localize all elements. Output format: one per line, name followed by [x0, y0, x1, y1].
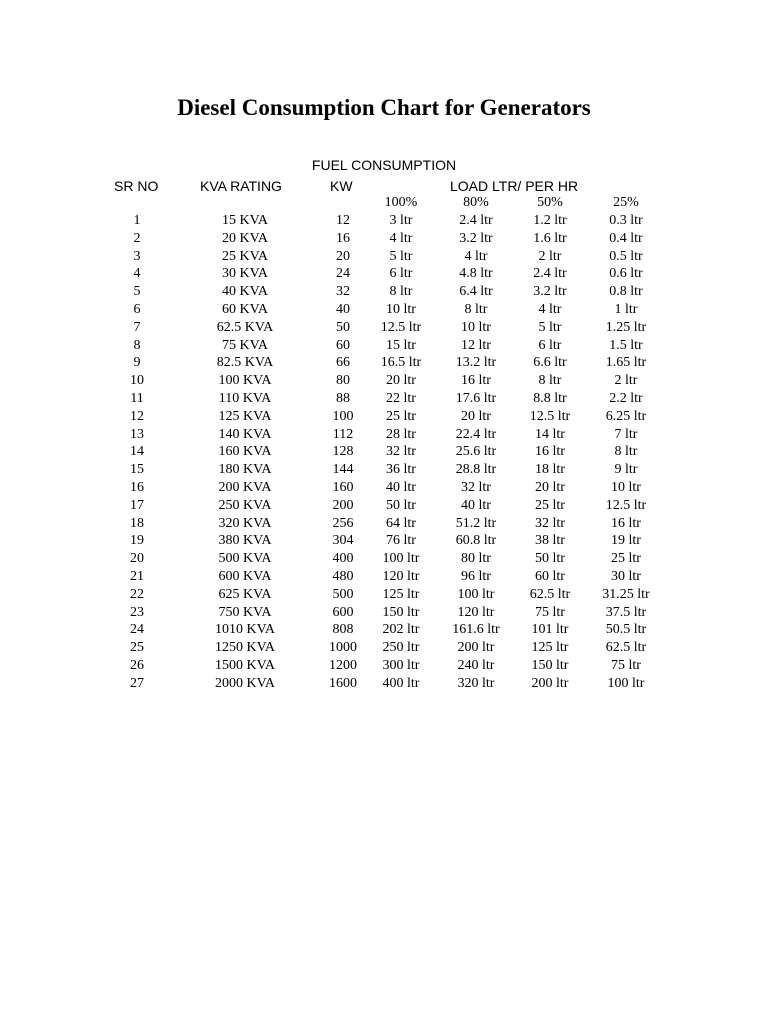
kw-cell: 88 — [336, 391, 350, 406]
kw-cell: 128 — [332, 444, 354, 460]
load-80-cell: 100 ltr — [457, 586, 495, 602]
kw-cell: 600 — [332, 604, 354, 620]
table-row — [0, 461, 768, 479]
sr-no-cell: 16 — [130, 480, 144, 495]
kva-rating-cell: 62.5 KVA — [216, 319, 274, 335]
sr-no-cell: 17 — [130, 497, 144, 513]
load-levels-row — [0, 194, 768, 212]
table-row — [0, 372, 768, 390]
load-100-cell: 15 ltr — [386, 337, 416, 353]
load-100-cell: 12.5 ltr — [380, 319, 422, 335]
header-sr-no: SR NO — [114, 178, 159, 194]
kva-rating-cell: 250 KVA — [218, 497, 272, 513]
load-25-cell: 6.25 ltr — [605, 408, 647, 424]
load-25-cell: 0.6 ltr — [609, 266, 643, 282]
sr-no-cell: 24 — [130, 622, 144, 638]
load-100-cell: 64 ltr — [386, 515, 416, 531]
table-row — [0, 230, 768, 248]
kw-cell: 80 — [336, 373, 350, 389]
sr-no-cell: 12 — [130, 408, 144, 424]
load-100-cell: 125 ltr — [382, 586, 420, 602]
kva-rating-cell: 20 KVA — [221, 230, 269, 246]
page-title: Diesel Consumption Chart for Generators — [177, 95, 591, 120]
table-row — [0, 443, 768, 461]
sr-no-cell: 21 — [130, 569, 144, 584]
sr-no-cell: 25 — [130, 640, 144, 656]
kw-cell: 480 — [332, 569, 354, 584]
load-50-cell: 60 ltr — [535, 569, 565, 584]
kw-cell: 1200 — [329, 658, 357, 673]
load-25-cell: 2 ltr — [614, 373, 638, 389]
load-100-cell: 6 ltr — [389, 266, 413, 282]
load-50-cell: 16 ltr — [535, 444, 565, 460]
load-50-cell: 125 ltr — [531, 640, 569, 656]
load-50-cell: 8.8 ltr — [533, 391, 567, 406]
load-80-cell: 161.6 ltr — [452, 622, 500, 638]
load-50-cell: 18 ltr — [535, 462, 565, 478]
kw-cell: 66 — [336, 355, 350, 371]
load-25-cell: 0.3 ltr — [609, 213, 643, 228]
kva-rating-cell: 500 KVA — [218, 551, 272, 567]
kva-rating-cell: 110 KVA — [218, 391, 272, 406]
table-row — [0, 319, 768, 337]
load-25-cell: 30 ltr — [611, 569, 641, 584]
load-25-cell: 0.4 ltr — [609, 230, 643, 246]
sr-no-cell: 6 — [133, 302, 141, 317]
kw-cell: 304 — [332, 533, 354, 549]
load-50-cell: 14 ltr — [535, 426, 565, 442]
load-80-cell: 28.8 ltr — [455, 462, 497, 478]
sr-no-cell: 2 — [133, 230, 141, 246]
load-25-cell: 12.5 ltr — [605, 497, 647, 513]
load-100-cell: 100 ltr — [382, 551, 420, 567]
load-80-cell: 10 ltr — [461, 319, 491, 335]
sr-no-cell: 22 — [130, 586, 144, 602]
load-100-cell: 40 ltr — [386, 480, 416, 495]
load-25-cell: 75 ltr — [611, 658, 641, 673]
kw-cell: 112 — [332, 426, 354, 442]
table-row — [0, 408, 768, 426]
kva-rating-cell: 1010 KVA — [214, 622, 276, 638]
load-100-cell: 16.5 ltr — [380, 355, 422, 371]
load-80-cell: 120 ltr — [457, 604, 495, 620]
sr-no-cell: 3 — [133, 248, 141, 264]
load-50-cell: 2 ltr — [538, 248, 562, 264]
load-80-cell: 4 ltr — [464, 248, 488, 264]
sr-no-cell: 9 — [133, 355, 141, 371]
load-80-cell: 8 ltr — [464, 302, 488, 317]
load-50-cell: 25 ltr — [535, 497, 565, 513]
load-100-cell: 8 ltr — [389, 284, 413, 300]
table-row — [0, 639, 768, 657]
load-25-cell: 37.5 ltr — [605, 604, 647, 620]
load-50-cell: 1.6 ltr — [533, 230, 567, 246]
load-100-cell: 120 ltr — [382, 569, 420, 584]
load-80-cell: 80 ltr — [461, 551, 491, 567]
load-25-cell: 62.5 ltr — [605, 640, 647, 656]
load-100-cell: 28 ltr — [386, 426, 416, 442]
kw-cell: 1600 — [329, 675, 357, 691]
load-80-cell: 4.8 ltr — [459, 266, 493, 282]
table-row — [0, 604, 768, 622]
kw-cell: 400 — [332, 551, 354, 567]
load-80-cell: 240 ltr — [457, 658, 495, 673]
kva-rating-cell: 25 KVA — [221, 248, 269, 264]
kva-rating-cell: 180 KVA — [218, 462, 272, 478]
sr-no-cell: 8 — [133, 337, 141, 353]
load-100-cell: 50 ltr — [386, 497, 416, 513]
kva-rating-cell: 100 KVA — [218, 373, 272, 389]
load-80-cell: 40 ltr — [461, 497, 491, 513]
load-80-cell: 3.2 ltr — [459, 230, 493, 246]
sr-no-cell: 1 — [133, 213, 141, 228]
load-100-cell: 76 ltr — [386, 533, 416, 549]
kw-cell: 12 — [336, 213, 350, 228]
kva-rating-cell: 60 KVA — [221, 302, 269, 317]
kva-rating-cell: 40 KVA — [221, 284, 269, 300]
load-50-cell: 32 ltr — [535, 515, 565, 531]
load-50-cell: 20 ltr — [535, 480, 565, 495]
kw-cell: 24 — [336, 266, 350, 282]
sr-no-cell: 11 — [130, 391, 144, 406]
load-25-cell: 1.5 ltr — [609, 337, 643, 353]
load-100-cell: 22 ltr — [386, 391, 416, 406]
kw-cell: 144 — [332, 462, 354, 478]
load-level-100: 100% — [384, 195, 418, 210]
kva-rating-cell: 380 KVA — [218, 533, 272, 549]
kw-cell: 808 — [332, 622, 354, 638]
load-25-cell: 1 ltr — [614, 302, 638, 317]
load-100-cell: 250 ltr — [382, 640, 420, 656]
load-50-cell: 62.5 ltr — [529, 586, 571, 602]
kva-rating-cell: 160 KVA — [218, 444, 272, 460]
table-row — [0, 532, 768, 550]
load-100-cell: 3 ltr — [389, 213, 413, 228]
table-row — [0, 283, 768, 301]
table-row — [0, 265, 768, 283]
load-25-cell: 9 ltr — [614, 462, 638, 478]
load-100-cell: 25 ltr — [386, 408, 416, 424]
sr-no-cell: 7 — [133, 319, 141, 335]
kva-rating-cell: 320 KVA — [218, 515, 272, 531]
sr-no-cell: 26 — [130, 658, 144, 673]
load-80-cell: 320 ltr — [457, 675, 495, 691]
sr-no-cell: 5 — [133, 284, 141, 300]
kva-rating-cell: 600 KVA — [218, 569, 272, 584]
sr-no-cell: 13 — [130, 426, 144, 442]
kw-cell: 32 — [336, 284, 350, 300]
sr-no-cell: 23 — [130, 604, 144, 620]
kva-rating-cell: 2000 KVA — [214, 675, 276, 691]
load-50-cell: 200 ltr — [531, 675, 569, 691]
load-25-cell: 0.8 ltr — [609, 284, 643, 300]
load-100-cell: 20 ltr — [386, 373, 416, 389]
kva-rating-cell: 750 KVA — [218, 604, 272, 620]
load-50-cell: 12.5 ltr — [529, 408, 571, 424]
load-level-25: 25% — [613, 195, 639, 210]
kw-cell: 20 — [336, 248, 350, 264]
load-50-cell: 50 ltr — [535, 551, 565, 567]
sr-no-cell: 4 — [133, 266, 141, 282]
load-50-cell: 38 ltr — [535, 533, 565, 549]
load-80-cell: 22.4 ltr — [455, 426, 497, 442]
kw-cell: 16 — [336, 230, 350, 246]
load-25-cell: 10 ltr — [611, 480, 641, 495]
kw-cell: 256 — [332, 515, 354, 531]
header-load: LOAD LTR/ PER HR — [450, 178, 579, 194]
table-row — [0, 657, 768, 675]
table-row — [0, 586, 768, 604]
load-level-80: 80% — [463, 195, 489, 210]
load-100-cell: 5 ltr — [389, 248, 413, 264]
load-100-cell: 36 ltr — [386, 462, 416, 478]
table-row — [0, 390, 768, 408]
kva-rating-cell: 1500 KVA — [214, 658, 276, 673]
load-25-cell: 7 ltr — [614, 426, 638, 442]
table-row — [0, 248, 768, 266]
kw-cell: 60 — [336, 337, 350, 353]
load-80-cell: 60.8 ltr — [455, 533, 497, 549]
table-row — [0, 426, 768, 444]
load-100-cell: 400 ltr — [382, 675, 420, 691]
kva-rating-cell: 200 KVA — [218, 480, 272, 495]
table-row — [0, 212, 768, 230]
kva-rating-cell: 82.5 KVA — [216, 355, 274, 371]
load-80-cell: 20 ltr — [461, 408, 491, 424]
table-row — [0, 550, 768, 568]
table-row — [0, 301, 768, 319]
load-100-cell: 202 ltr — [382, 622, 420, 638]
kva-rating-cell: 15 KVA — [221, 213, 269, 228]
header-kva-rating: KVA RATING — [200, 178, 282, 194]
load-25-cell: 1.65 ltr — [605, 355, 647, 371]
sr-no-cell: 10 — [130, 373, 144, 389]
table-row — [0, 354, 768, 372]
load-80-cell: 16 ltr — [461, 373, 491, 389]
table-row — [0, 515, 768, 533]
load-25-cell: 2.2 ltr — [609, 391, 643, 406]
kva-rating-cell: 125 KVA — [218, 408, 272, 424]
load-50-cell: 8 ltr — [538, 373, 562, 389]
fuel-consumption-label: FUEL CONSUMPTION — [311, 157, 457, 173]
header-kw: KW — [330, 178, 353, 194]
load-50-cell: 75 ltr — [535, 604, 565, 620]
kw-cell: 100 — [332, 408, 354, 424]
kw-cell: 160 — [332, 480, 354, 495]
kw-cell: 200 — [332, 497, 354, 513]
load-100-cell: 300 ltr — [382, 658, 420, 673]
sr-no-cell: 14 — [130, 444, 144, 460]
load-80-cell: 12 ltr — [461, 337, 491, 353]
sr-no-cell: 18 — [130, 515, 144, 531]
sr-no-cell: 27 — [130, 675, 144, 691]
load-25-cell: 0.5 ltr — [609, 248, 643, 264]
load-50-cell: 2.4 ltr — [533, 266, 567, 282]
load-25-cell: 1.25 ltr — [605, 319, 647, 335]
table-row — [0, 568, 768, 586]
load-50-cell: 6.6 ltr — [533, 355, 567, 371]
load-25-cell: 19 ltr — [611, 533, 641, 549]
load-50-cell: 3.2 ltr — [533, 284, 567, 300]
load-80-cell: 200 ltr — [457, 640, 495, 656]
load-80-cell: 96 ltr — [461, 569, 491, 584]
load-50-cell: 4 ltr — [538, 302, 562, 317]
load-80-cell: 32 ltr — [461, 480, 491, 495]
load-level-50: 50% — [537, 195, 563, 210]
load-80-cell: 13.2 ltr — [455, 355, 497, 371]
table-row — [0, 337, 768, 355]
kva-rating-cell: 30 KVA — [221, 266, 269, 282]
load-100-cell: 150 ltr — [382, 604, 420, 620]
load-50-cell: 6 ltr — [538, 337, 562, 353]
load-80-cell: 2.4 ltr — [459, 213, 493, 228]
sr-no-cell: 20 — [130, 551, 144, 567]
kva-rating-cell: 75 KVA — [221, 337, 269, 353]
kva-rating-cell: 625 KVA — [218, 586, 272, 602]
table-row — [0, 479, 768, 497]
load-100-cell: 4 ltr — [389, 230, 413, 246]
kw-cell: 1000 — [329, 640, 357, 656]
load-80-cell: 51.2 ltr — [455, 515, 497, 531]
sr-no-cell: 19 — [130, 533, 144, 549]
load-25-cell: 8 ltr — [614, 444, 638, 460]
table-row — [0, 497, 768, 515]
load-50-cell: 5 ltr — [538, 319, 562, 335]
sr-no-cell: 15 — [130, 462, 144, 478]
load-50-cell: 150 ltr — [531, 658, 569, 673]
load-25-cell: 100 ltr — [607, 675, 645, 691]
load-25-cell: 50.5 ltr — [605, 622, 647, 638]
kw-cell: 50 — [336, 319, 350, 335]
kva-rating-cell: 140 KVA — [218, 426, 272, 442]
load-25-cell: 31.25 ltr — [602, 586, 650, 602]
table-row — [0, 621, 768, 639]
kva-rating-cell: 1250 KVA — [214, 640, 276, 656]
load-100-cell: 10 ltr — [386, 302, 416, 317]
kw-cell: 40 — [336, 302, 350, 317]
kw-cell: 500 — [332, 586, 354, 602]
load-50-cell: 1.2 ltr — [533, 213, 567, 228]
load-50-cell: 101 ltr — [531, 622, 569, 638]
load-80-cell: 25.6 ltr — [455, 444, 497, 460]
load-25-cell: 25 ltr — [611, 551, 641, 567]
load-100-cell: 32 ltr — [386, 444, 416, 460]
load-25-cell: 16 ltr — [611, 515, 641, 531]
load-80-cell: 6.4 ltr — [459, 284, 493, 300]
table-row — [0, 675, 768, 693]
load-80-cell: 17.6 ltr — [455, 391, 497, 406]
